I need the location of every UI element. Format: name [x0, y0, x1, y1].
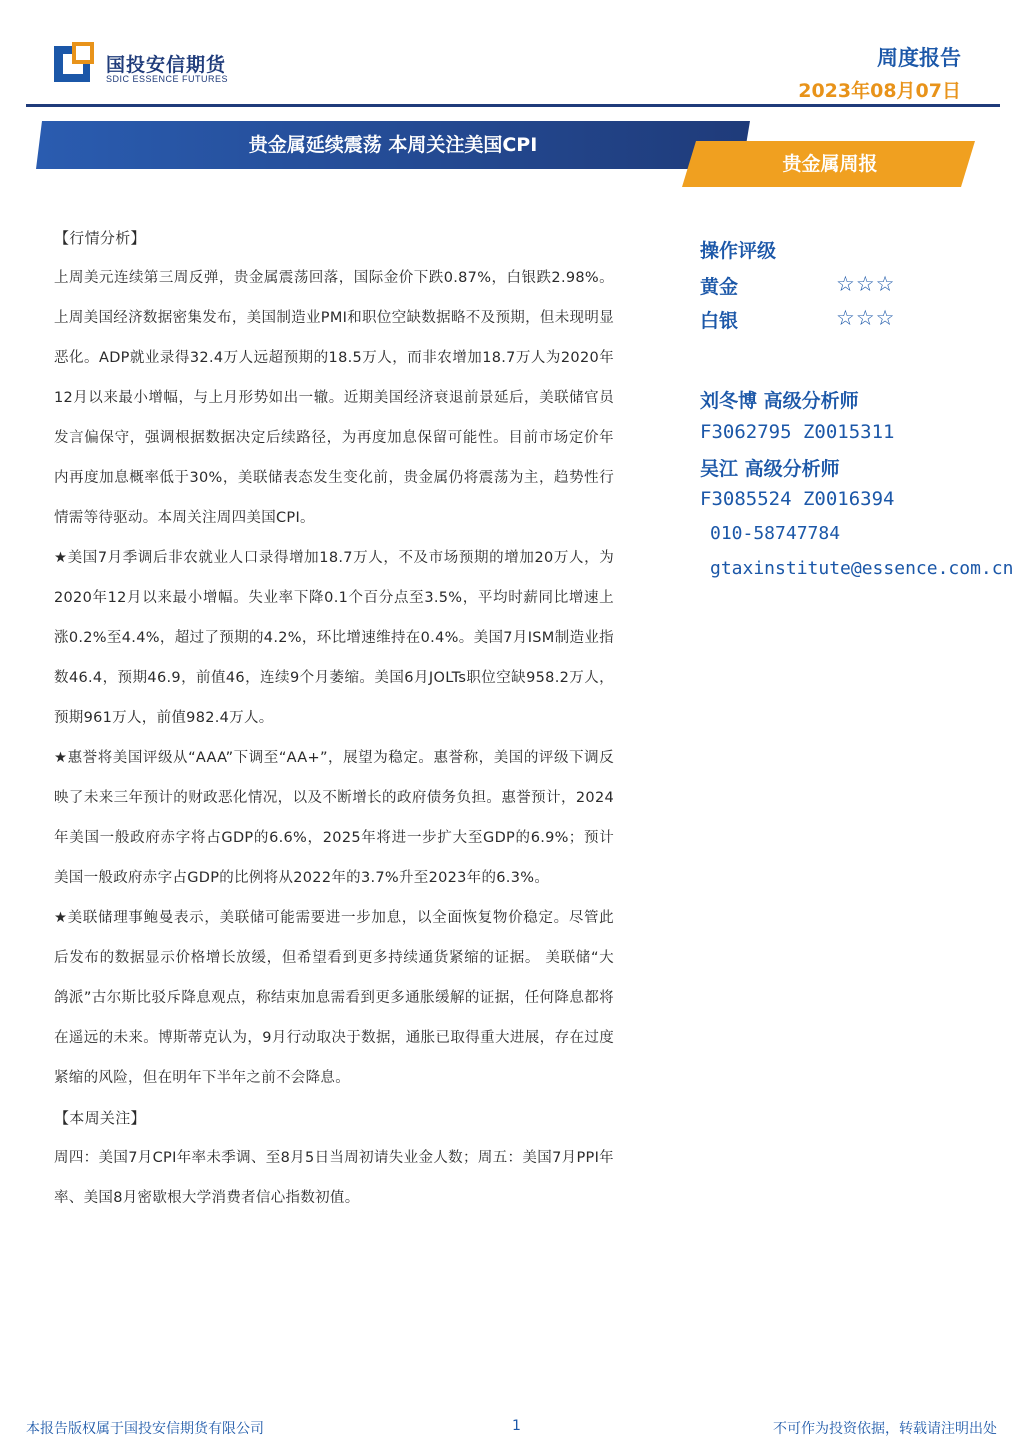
paragraph: ★惠誉将美国评级从“AAA”下调至“AA+”，展望为稳定。惠誉称，美国的评级下调反映了未来三年预计的财政恶化情况，以及不断增长的政府债务负担。惠誉预计，2024年美国一般政府赤字将占GDP的6.6%，2025年将进一步扩大至GDP的6.9%；预计美国一般政府赤字占GDP的比例将从2022年的3.7%升至2023年的6.3%。 — [54, 750, 614, 886]
report-category-tag: 贵金属周报 — [782, 153, 878, 175]
section-heading-watch: 【本周关注】 — [54, 1109, 146, 1127]
header-divider — [26, 104, 1000, 107]
rating-row-silver — [700, 306, 940, 338]
report-header — [0, 0, 1025, 110]
disclaimer-text: 不可作为投资依据，转载请注明出处 — [773, 1421, 997, 1437]
paragraph: ★美国7月季调后非农就业人口录得增加18.7万人，不及市场预期的增加20万人，为2020年12月以来最小增幅。失业率下降0.1个百分点至3.5%，平均时薪同比增速上涨0.2%至4.4%，超过了预期的4.2%，环比增速维持在0.4%。美国7月ISM制造业指数46.4，预期46.9，前值46，连续9个月萎缩。美国6月JOLTs职位空缺958.2万人，预期961万人，前值982.4万人。 — [54, 550, 614, 726]
report-type: 周度报告 — [877, 46, 961, 70]
analyst-name: 吴江 高级分析师 — [700, 458, 840, 480]
star-rating-icon: ☆☆☆ — [836, 272, 896, 296]
contact-email[interactable]: gtaxinstitute@essence.com.cn — [710, 558, 1014, 579]
rating-label: 白银 — [700, 310, 739, 332]
contact-phone: 010-58747784 — [710, 523, 841, 544]
paragraph: 上周美元连续第三周反弹，贵金属震荡回落，国际金价下跌0.87%，白银跌2.98%。上周美国经济数据密集发布，美国制造业PMI和职位空缺数据略不及预期，但未现明显恶化。ADP就业录得32.4万人远超预期的18.5万人，而非农增加18.7万人为2020年12月以来最小增幅，与上月形势如出一辙。近期美国经济衰退前景延后，美联储官员发言偏保守，强调根据数据决定后续路径，为再度加息保留可能性。目前市场定价年内再度加息概率低于30%，美联储表态发生变化前，贵金属仍将震荡为主，趋势性行情需等待驱动。本周关注周四美国CPI。 — [54, 270, 614, 526]
analyst-cert: F3085524 Z0016394 — [700, 488, 895, 510]
analyst-cert: F3062795 Z0015311 — [700, 421, 895, 443]
paragraph-watch: 周四：美国7月CPI年率未季调、至8月5日当周初请失业金人数；周五：美国7月PPI年率、美国8月密歇根大学消费者信心指数初值。 — [54, 1150, 614, 1206]
page-footer — [0, 1410, 1025, 1450]
section-heading-analysis: 【行情分析】 — [54, 229, 146, 247]
logo-cn-text: 国投安信期货 — [106, 54, 227, 76]
rating-title: 操作评级 — [700, 240, 777, 262]
rating-row-gold — [700, 272, 940, 304]
star-rating-icon: ☆☆☆ — [836, 306, 896, 330]
company-logo-icon — [54, 42, 94, 82]
analyst-name: 刘冬博 高级分析师 — [700, 390, 859, 412]
report-title: 贵金属延续震荡 本周关注美国CPI — [248, 134, 538, 156]
paragraph: ★美联储理事鲍曼表示，美联储可能需要进一步加息，以全面恢复物价稳定。尽管此后发布的数据显示价格增长放缓，但希望看到更多持续通货紧缩的证据。 美联储“大鸽派”古尔斯比驳斥降息观点，称结束加息需看到更多通胀缓解的证据，任何降息都将在遥远的未来。博斯蒂克认为，9月行动取决于数据，通胀已取得重大进展，存在过度紧缩的风险，但在明年下半年之前不会降息。 — [54, 910, 614, 1086]
rating-label: 黄金 — [700, 276, 739, 298]
page-number: 1 — [512, 1418, 521, 1434]
main-content — [54, 218, 614, 1218]
logo-en-text: SDIC ESSENCE FUTURES — [106, 74, 229, 84]
report-date: 2023年08月07日 — [798, 80, 961, 102]
copyright-text: 本报告版权属于国投安信期货有限公司 — [26, 1421, 264, 1437]
